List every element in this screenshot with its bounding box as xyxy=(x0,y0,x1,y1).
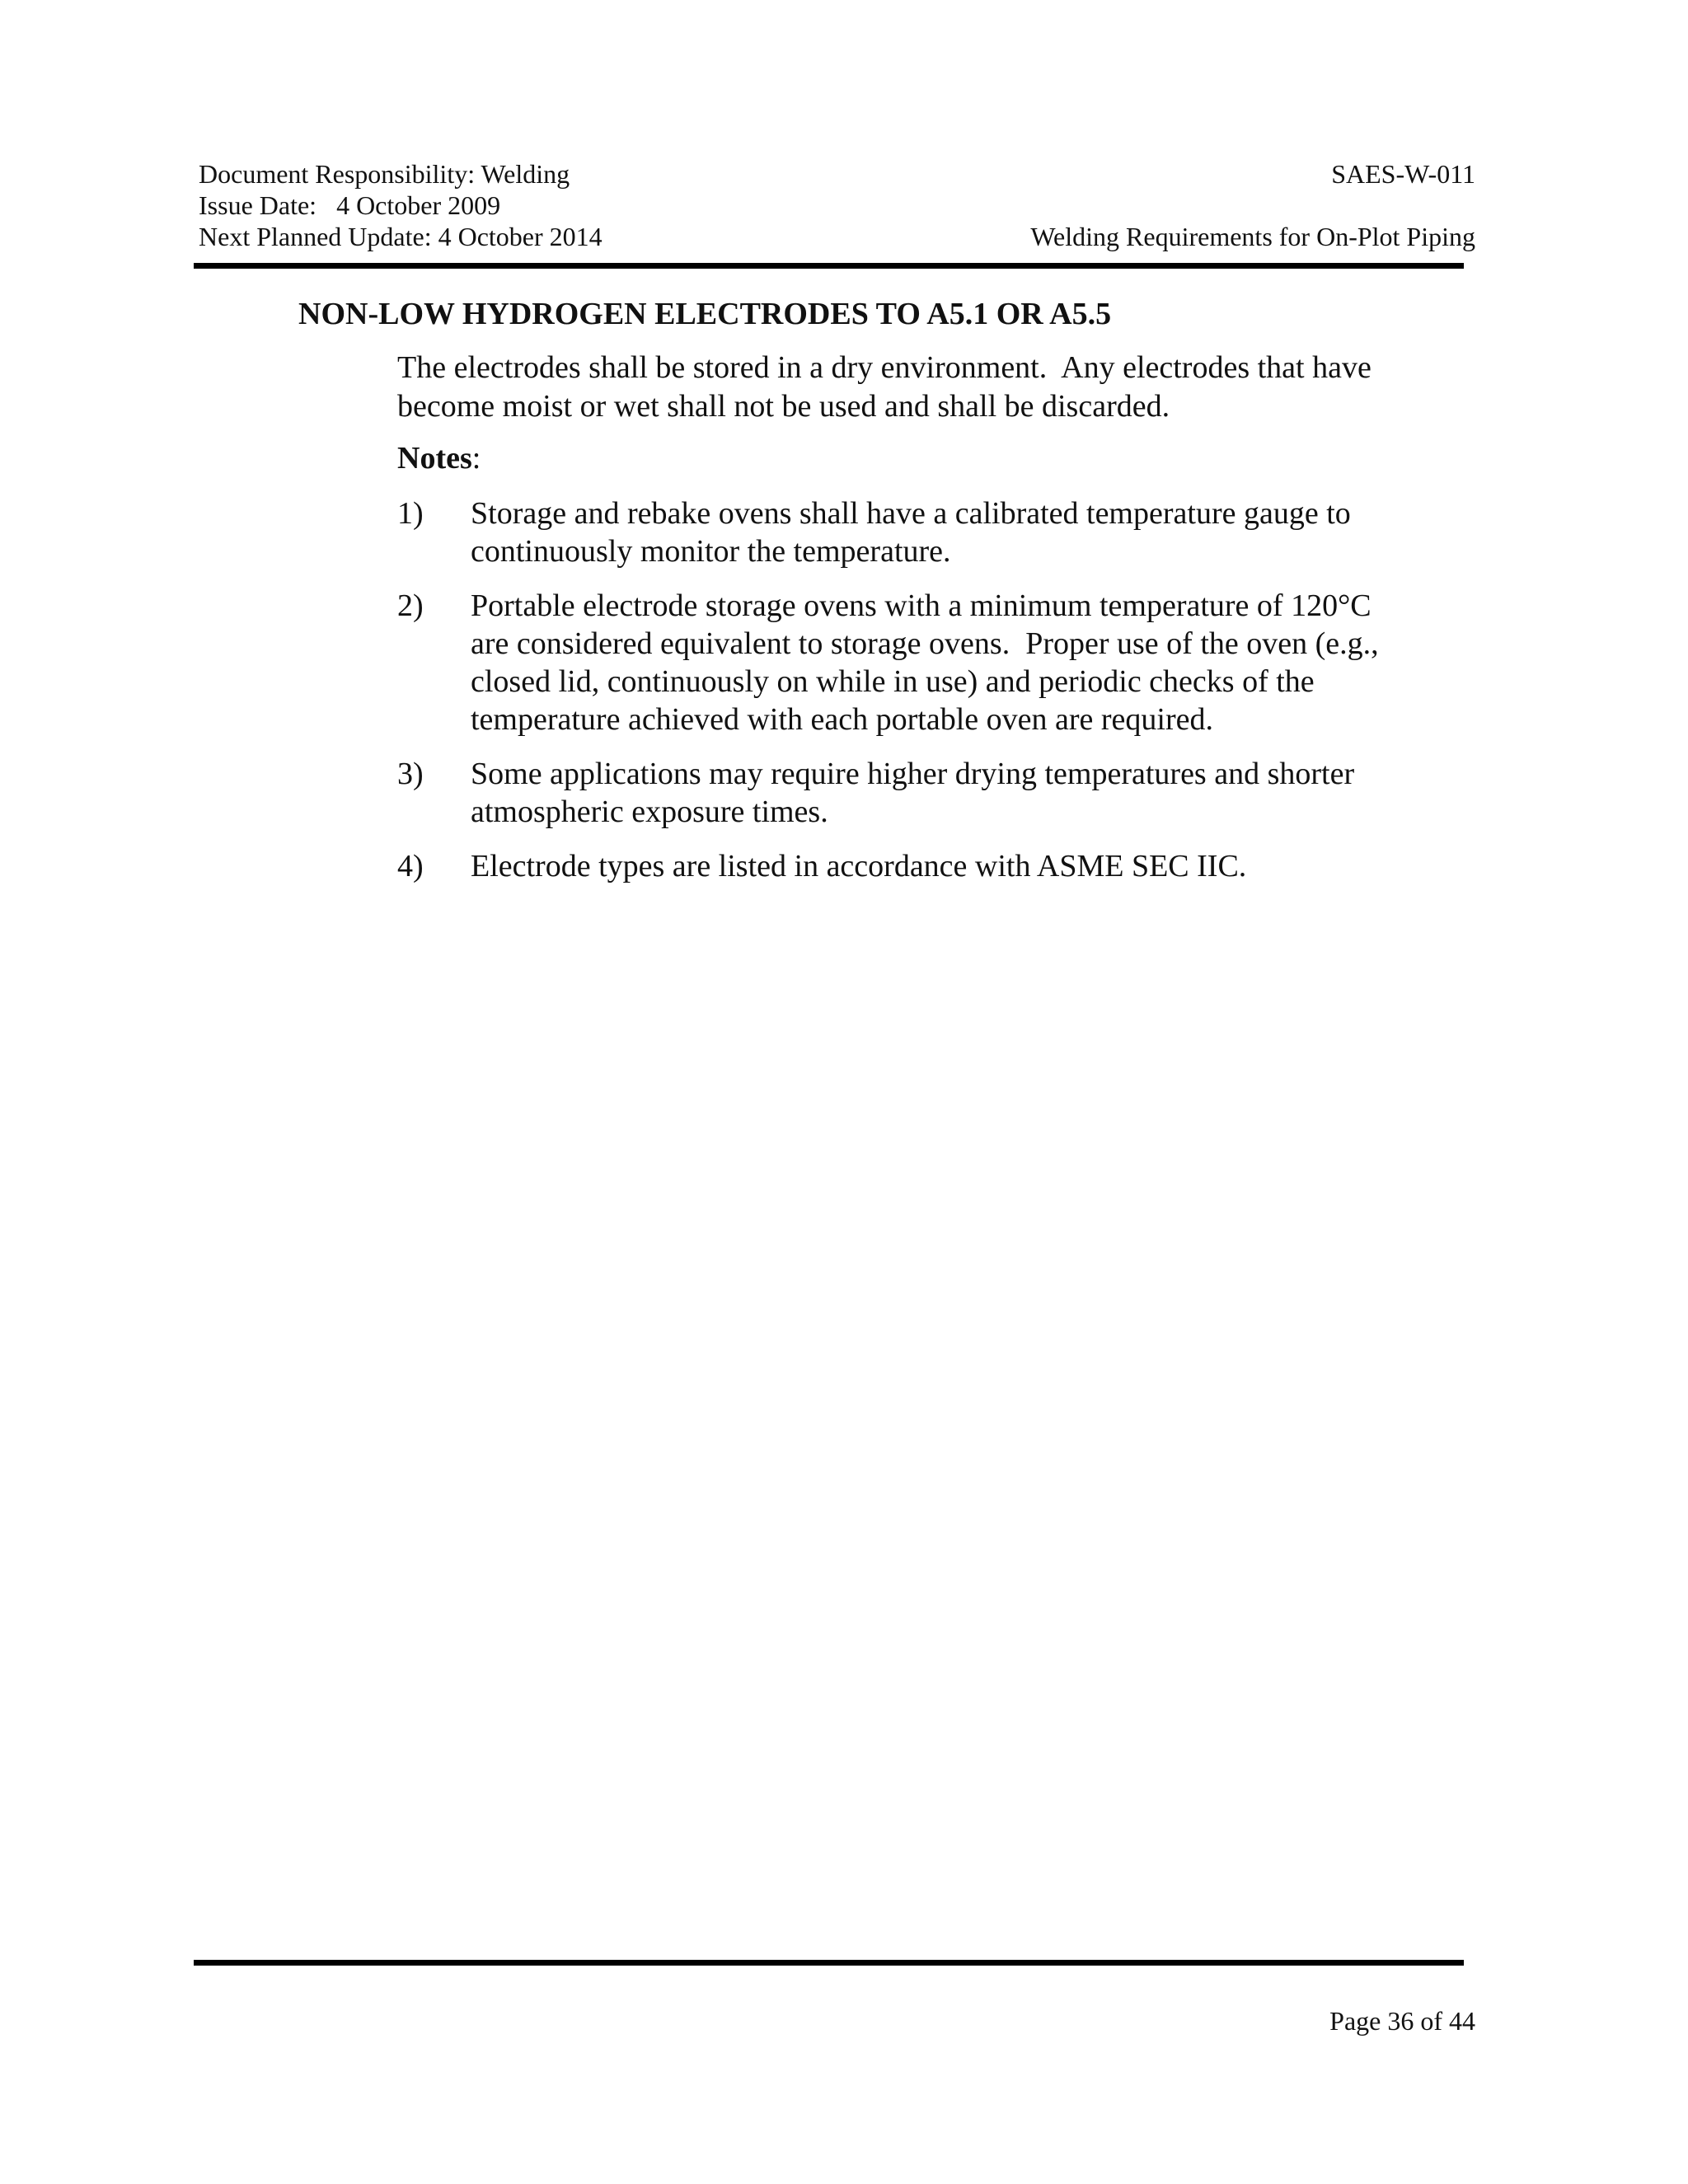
header-next-update: Next Planned Update: 4 October 2014 xyxy=(199,222,603,251)
notes-label-text: Notes xyxy=(397,441,472,476)
note-line: Some applications may require higher drying temperatures and shorter xyxy=(471,757,1355,791)
header-rule xyxy=(194,263,1464,269)
header-issue-date: Issue Date: 4 October 2009 xyxy=(199,190,501,220)
note-line: continuously monitor the temperature. xyxy=(471,534,951,569)
note-number: 2) xyxy=(397,588,424,623)
note-item xyxy=(397,755,1469,831)
note-number: 1) xyxy=(397,496,424,531)
header-doc-number: SAES-W-011 xyxy=(1331,159,1475,189)
paragraph-line: The electrodes shall be stored in a dry environment. Any electrodes that have xyxy=(397,350,1372,385)
header-doc-title: Welding Requirements for On-Plot Piping xyxy=(1030,222,1475,251)
note-line: Portable electrode storage ovens with a minimum temperature of 120°C xyxy=(471,588,1372,623)
note-line: closed lid, continuously on while in use) and periodic checks of the xyxy=(471,664,1315,699)
paragraph-line: become moist or wet shall not be used and shall be discarded. xyxy=(397,389,1170,424)
note-line: Storage and rebake ovens shall have a calibrated temperature gauge to xyxy=(471,496,1351,531)
note-item xyxy=(397,587,1469,738)
note-item xyxy=(397,847,1469,885)
header-responsibility: Document Responsibility: Welding xyxy=(199,159,570,189)
note-number: 4) xyxy=(397,849,424,883)
note-line: Electrode types are listed in accordance with ASME SEC IIC. xyxy=(471,849,1247,883)
notes-list xyxy=(397,494,1469,902)
note-item xyxy=(397,494,1469,570)
header-left-block xyxy=(199,158,603,252)
footer-rule xyxy=(194,1960,1464,1966)
notes-label-colon: : xyxy=(471,441,481,476)
note-line: temperature achieved with each portable oven are required. xyxy=(471,702,1213,737)
section-paragraph xyxy=(397,349,1469,426)
section-heading: NON-LOW HYDROGEN ELECTRODES TO A5.1 OR A5.5 xyxy=(298,297,1112,331)
note-number: 3) xyxy=(397,757,424,791)
note-line: atmospheric exposure times. xyxy=(471,794,828,829)
notes-label xyxy=(397,439,481,478)
page-number: Page 36 of 44 xyxy=(1329,2006,1475,2036)
note-line: are considered equivalent to storage ovens. Proper use of the oven (e.g., xyxy=(471,626,1379,661)
